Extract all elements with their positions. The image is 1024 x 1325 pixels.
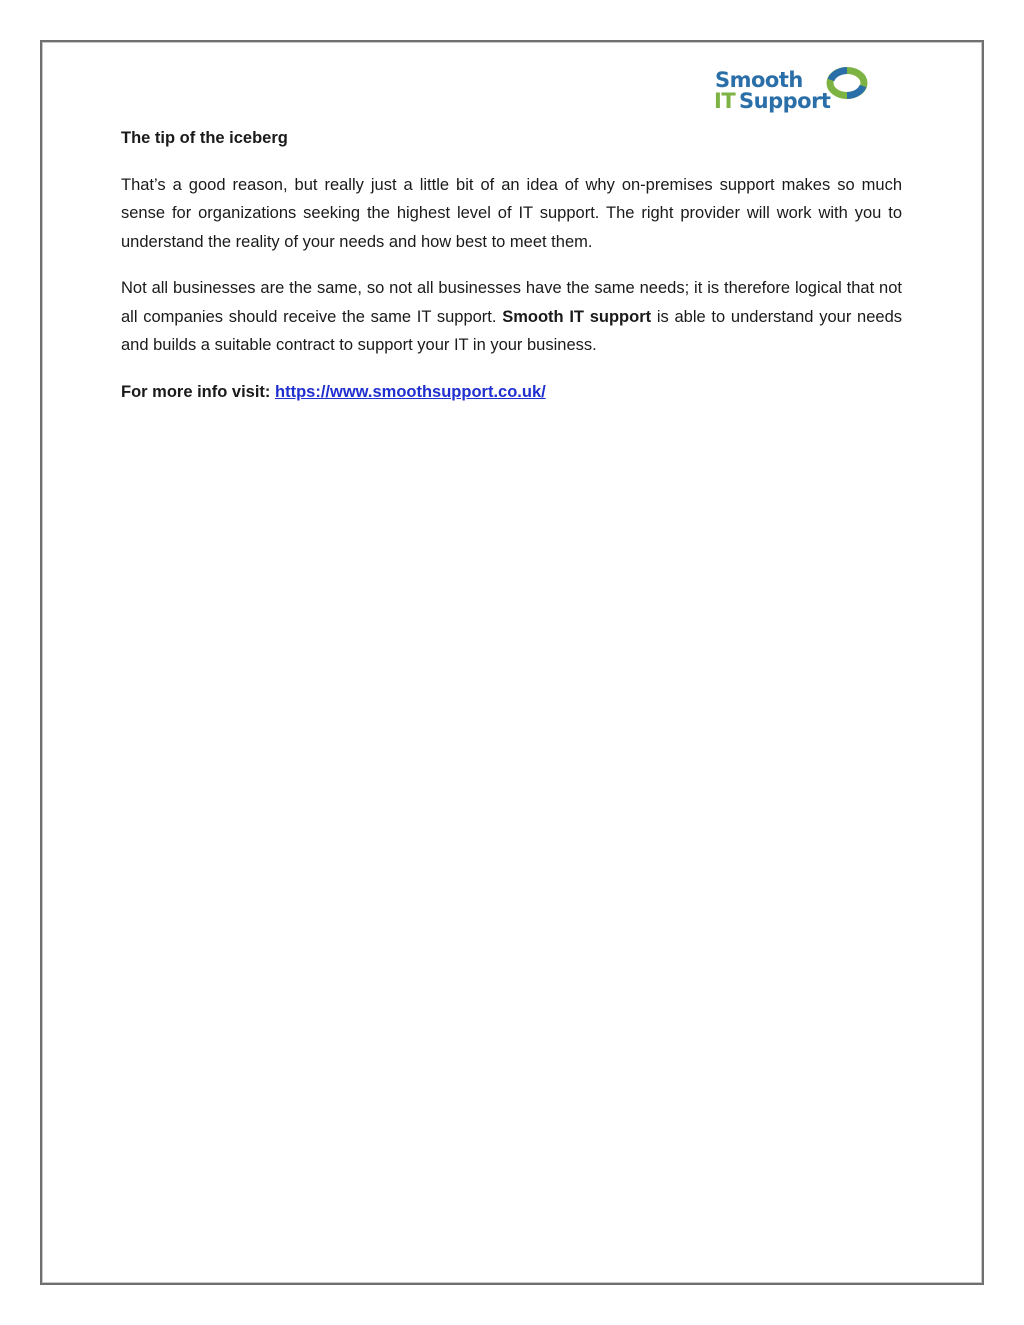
paragraph-2-start: Not all businesses are the same, so not all businesses have the same needs; it is therefore logical that not all companies should receive the same IT support. bbox=[121, 279, 902, 326]
section-heading: The tip of the iceberg bbox=[121, 129, 288, 147]
logo-word-support: Support bbox=[739, 89, 831, 113]
logo-word-smooth: Smooth bbox=[715, 68, 803, 92]
more-info-line bbox=[121, 378, 902, 407]
more-info-label: For more info visit: bbox=[121, 382, 276, 401]
company-logo bbox=[713, 66, 873, 116]
company-name-bold: Smooth IT support bbox=[502, 307, 652, 326]
document-body bbox=[121, 124, 902, 406]
paragraph-1: That’s a good reason, but really just a little bit of an idea of why on-premises support makes so much sense for organizations seeking the highest level of IT support. The right provider will work with you to understand the reality of your needs and how best to meet them. bbox=[121, 175, 902, 251]
paragraph-2-end: is able to understand your needs and builds a suitable contract to support your IT in your business. bbox=[121, 307, 902, 354]
ring-logo-icon bbox=[825, 67, 869, 101]
paragraph-2 bbox=[121, 274, 902, 360]
logo-word-it: IT bbox=[714, 89, 736, 113]
website-link[interactable]: https://www.smoothsupport.co.uk/ bbox=[275, 382, 546, 401]
